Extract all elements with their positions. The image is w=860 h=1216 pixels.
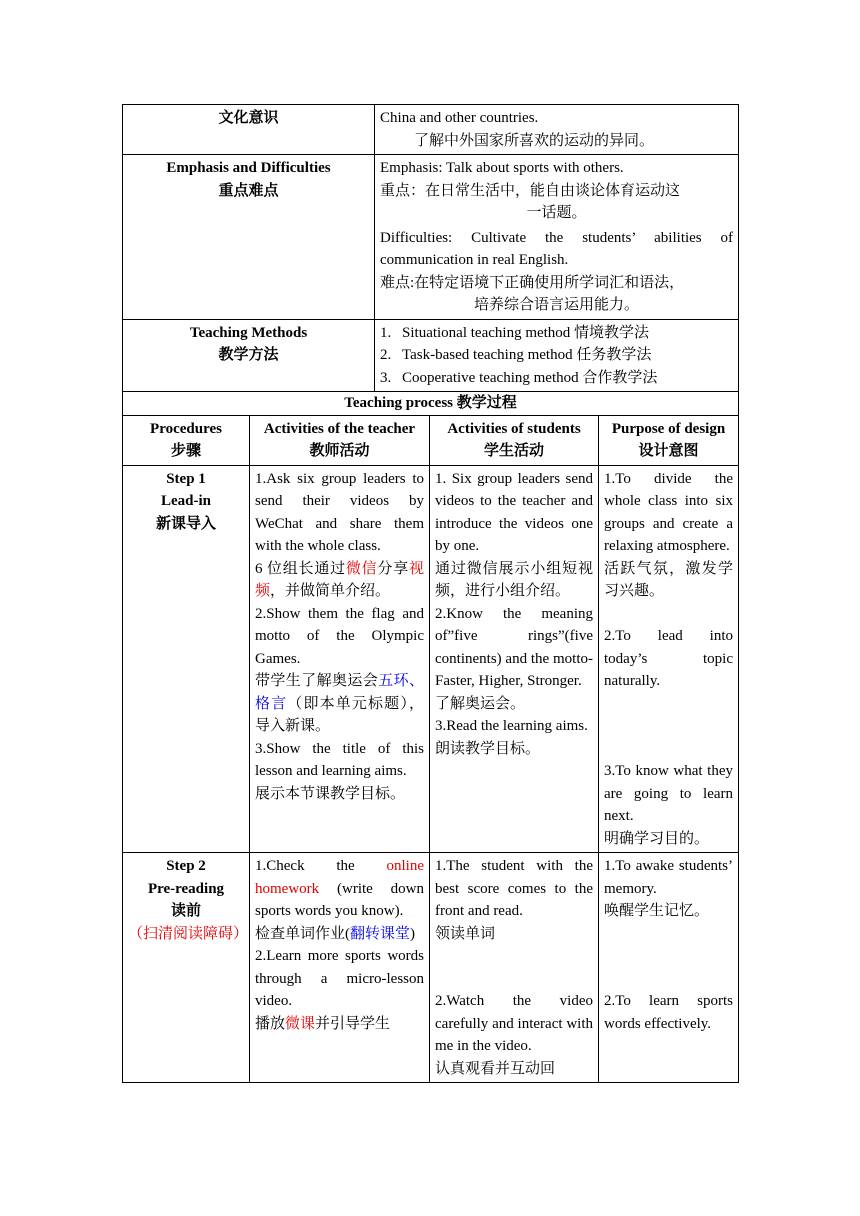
step-2-note: （扫清阅读障碍） <box>128 925 249 942</box>
culture-cn: 了解中外国家所喜欢的运动的异同。 <box>414 132 655 149</box>
header-students: Activities of students 学生活动 <box>430 415 599 465</box>
header-purpose: Purpose of design 设计意图 <box>599 415 739 465</box>
step-1-students: 1. Six group leaders send videos to the teacher and introduce the videos one by one. 通过微信展示小组短视频，进行小组介绍。 2.Know the meaning of”five rings”(five continents) and the motto- Faster, Higher, Stronger. 了解奥运会。 3.Read the learning aims. 朗读教学目标。 <box>430 465 599 853</box>
difficulties-cn-2: 培养综合语言运用能力。 <box>474 297 640 313</box>
difficulties-cn-1: 难点:在特定语境下正确使用所学词汇和语法， <box>380 274 685 291</box>
step-2-students: 1.The student with the best score comes to the front and read. 领读单词 2.Watch the video carefully and interact with me in the video. 认真观看并互动回 <box>430 853 599 1083</box>
process-table <box>122 415 739 1084</box>
process-title-row <box>123 392 739 416</box>
emphasis-content <box>375 155 739 320</box>
step-2-teacher: 1.Check the online homework (write down sports words you know). 检查单词作业(翻转课堂) 2.Learn more sports words through a micro-lesson video. 播放微课并引导学生 <box>250 853 430 1083</box>
emphasis-cn-2: 一话题。 <box>526 205 587 221</box>
process-title: Teaching process 教学过程 <box>123 392 739 416</box>
emphasis-row <box>123 155 739 320</box>
emphasis-cn-1: 重点：在日常生活中，能自由谈论体育运动这 <box>380 182 681 199</box>
methods-list <box>375 319 739 392</box>
culture-en: China and other countries. <box>380 110 539 126</box>
emphasis-en: Emphasis: Talk about sports with others. <box>380 160 624 176</box>
method-item: 2. Task-based teaching method 任务教学法 <box>380 347 652 363</box>
methods-label-cn: 教学方法 <box>218 347 279 363</box>
method-item: 3. Cooperative teaching method 合作教学法 <box>380 369 658 386</box>
process-header-row <box>123 415 739 465</box>
emphasis-label-en: Emphasis and Difficulties <box>166 160 331 176</box>
header-procedures: Procedures 步骤 <box>123 415 250 465</box>
method-item: 1. Situational teaching method 情境教学法 <box>380 324 650 341</box>
methods-label <box>123 319 375 392</box>
methods-row <box>123 319 739 392</box>
step-1-teacher: 1.Ask six group leaders to send their videos by WeChat and share them with the whole class. 6 位组长通过微信分享视频，并做简单介绍。 2.Show them the flag and motto of the Olympic Games. 带学生了解奥运会五环、格言（即本单元标题），导入新课。 3.Show the title of this lesson and learning aims. 展示本节课教学目标。 <box>250 465 430 853</box>
step-1-purpose: 1.To divide the whole class into six groups and create a relaxing atmosphere. 活跃气氛，激发学习兴趣。 2.To lead into today’s topic naturally. 3.To know what they are going to learn next. 明确学习目的。 <box>599 465 739 853</box>
header-teacher: Activities of the teacher 教师活动 <box>250 415 430 465</box>
step-1-row <box>123 465 739 853</box>
step-1-label: Step 1 Lead-in 新课导入 <box>123 465 250 853</box>
emphasis-label <box>123 155 375 320</box>
culture-row <box>123 105 739 155</box>
step-2-row <box>123 853 739 1083</box>
difficulties-en: Difficulties: Cultivate the students’ abilities of communication in real English. <box>380 229 734 268</box>
lesson-plan-table <box>122 104 739 416</box>
step-2-purpose: 1.To awake students’ memory. 唤醒学生记忆。 2.To learn sports words effectively. <box>599 853 739 1083</box>
emphasis-label-cn: 重点难点 <box>218 182 279 199</box>
culture-label: 文化意识 <box>123 105 375 155</box>
step-2-label: Step 2 Pre-reading 读前 （扫清阅读障碍） <box>123 853 250 1083</box>
culture-content <box>375 105 739 155</box>
methods-label-en: Teaching Methods <box>189 324 308 341</box>
